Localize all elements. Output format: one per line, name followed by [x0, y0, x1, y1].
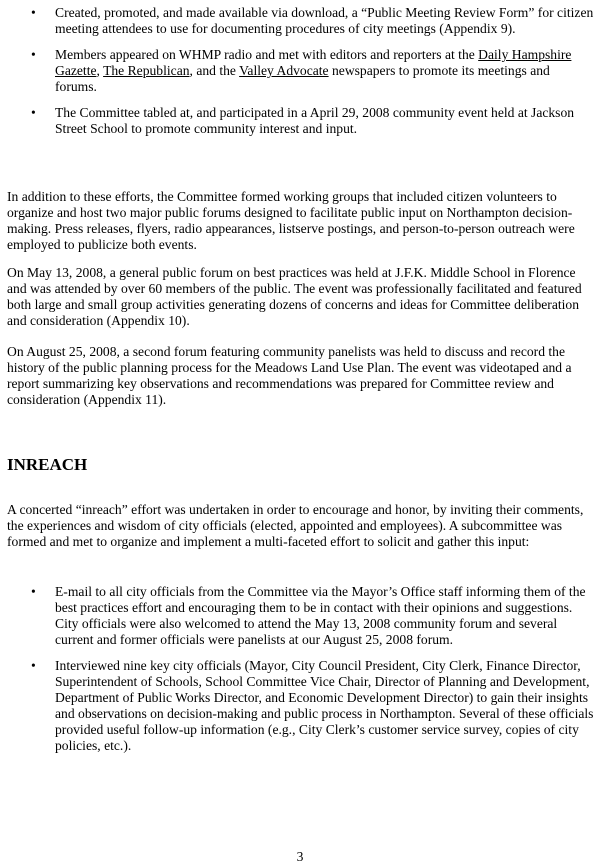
bullet-glyph: • — [31, 658, 36, 673]
text-run: Created, promoted, and made available via download, a “Public Meeting Review Form” for citizen meeting attendees to use for documenting procedures of city meetings (Appendix 9). — [55, 5, 594, 36]
list-item-text — [55, 5, 593, 36]
list-item-text: E-mail to all city officials from the Committee via the Mayor’s Office staff informing them of the best practices effort and encouraging them to be in contact with their opinions and suggestions. City officials were also welcomed to attend the May 13, 2008 community forum and several current and former officials were panelists at our August 25, 2008 forum. — [55, 584, 586, 647]
list-item — [7, 47, 595, 95]
paragraph-may-forum: On May 13, 2008, a general public forum on best practices was held at J.F.K. Middle School in Florence and was attended by over 60 members of the public. The event was professionally facilitated and featured both large and small group activities generating dozens of concerns and ideas for Committee deliberation and consideration (Appendix 10). — [7, 265, 582, 328]
publication-name: Daily Hampshire Gazette — [55, 47, 572, 78]
outreach-bullet-list — [7, 5, 595, 137]
section-heading-inreach: INREACH — [7, 455, 88, 474]
bullet-glyph: • — [31, 5, 36, 20]
page-number: 3 — [296, 849, 304, 864]
list-item — [7, 584, 595, 648]
list-item-text — [55, 105, 574, 136]
bullet-glyph: • — [31, 105, 36, 120]
inreach-bullet-list — [7, 584, 595, 754]
list-item — [7, 5, 595, 37]
text-run: The Committee tabled at, and participated in a April 29, 2008 community event held at Jackson Street School to promote community interest and input. — [55, 105, 575, 136]
list-item — [7, 105, 595, 137]
publication-name: Valley Advocate — [239, 63, 329, 78]
list-item — [7, 658, 595, 754]
bullet-glyph: • — [31, 584, 36, 599]
publication-name: The Republican — [103, 63, 190, 78]
bullet-glyph: • — [31, 47, 36, 62]
text-run: , and the — [189, 63, 240, 78]
text-run: newspapers to promote its meetings and forums. — [55, 63, 550, 94]
paragraph-working-groups: In addition to these efforts, the Committee formed working groups that included citizen volunteers to organize and host two major public forums designed to facilitate public input on Northampton decision-making. Press releases, flyers, radio appearances, listserve postings, and person-to-person outreach were employed to publicize both events. — [7, 189, 575, 252]
paragraph-august-forum: On August 25, 2008, a second forum featuring community panelists was held to discuss and record the history of the public planning process for the Meadows Land Use Plan. The event was videotaped and a report summarizing key observations and recommendations was prepared for Committee review and consideration (Appendix 11). — [7, 344, 572, 407]
paragraph-inreach-intro: A concerted “inreach” effort was undertaken in order to encourage and honor, by inviting their comments, the experiences and wisdom of city officials (elected, appointed and employees). A subcommittee was formed and met to organize and implement a multi-faceted effort to solicit and gather this input: — [7, 502, 584, 549]
list-item-text: Interviewed nine key city officials (Mayor, City Council President, City Clerk, Finance Director, Superintendent of Schools, School Committee Vice Chair, Director of Planning and Development, Department of Public Works Director, and Economic Development Director) to gain their insights and observations on decision-making and public process in Northampton. Several of these officials provided useful follow-up information (e.g., City Clerk’s customer service survey, copies of city policies, etc.). — [55, 658, 594, 753]
list-item-text — [55, 47, 571, 94]
text-run: , — [96, 63, 104, 78]
text-run: Members appeared on WHMP radio and met with editors and reporters at the — [55, 47, 479, 62]
